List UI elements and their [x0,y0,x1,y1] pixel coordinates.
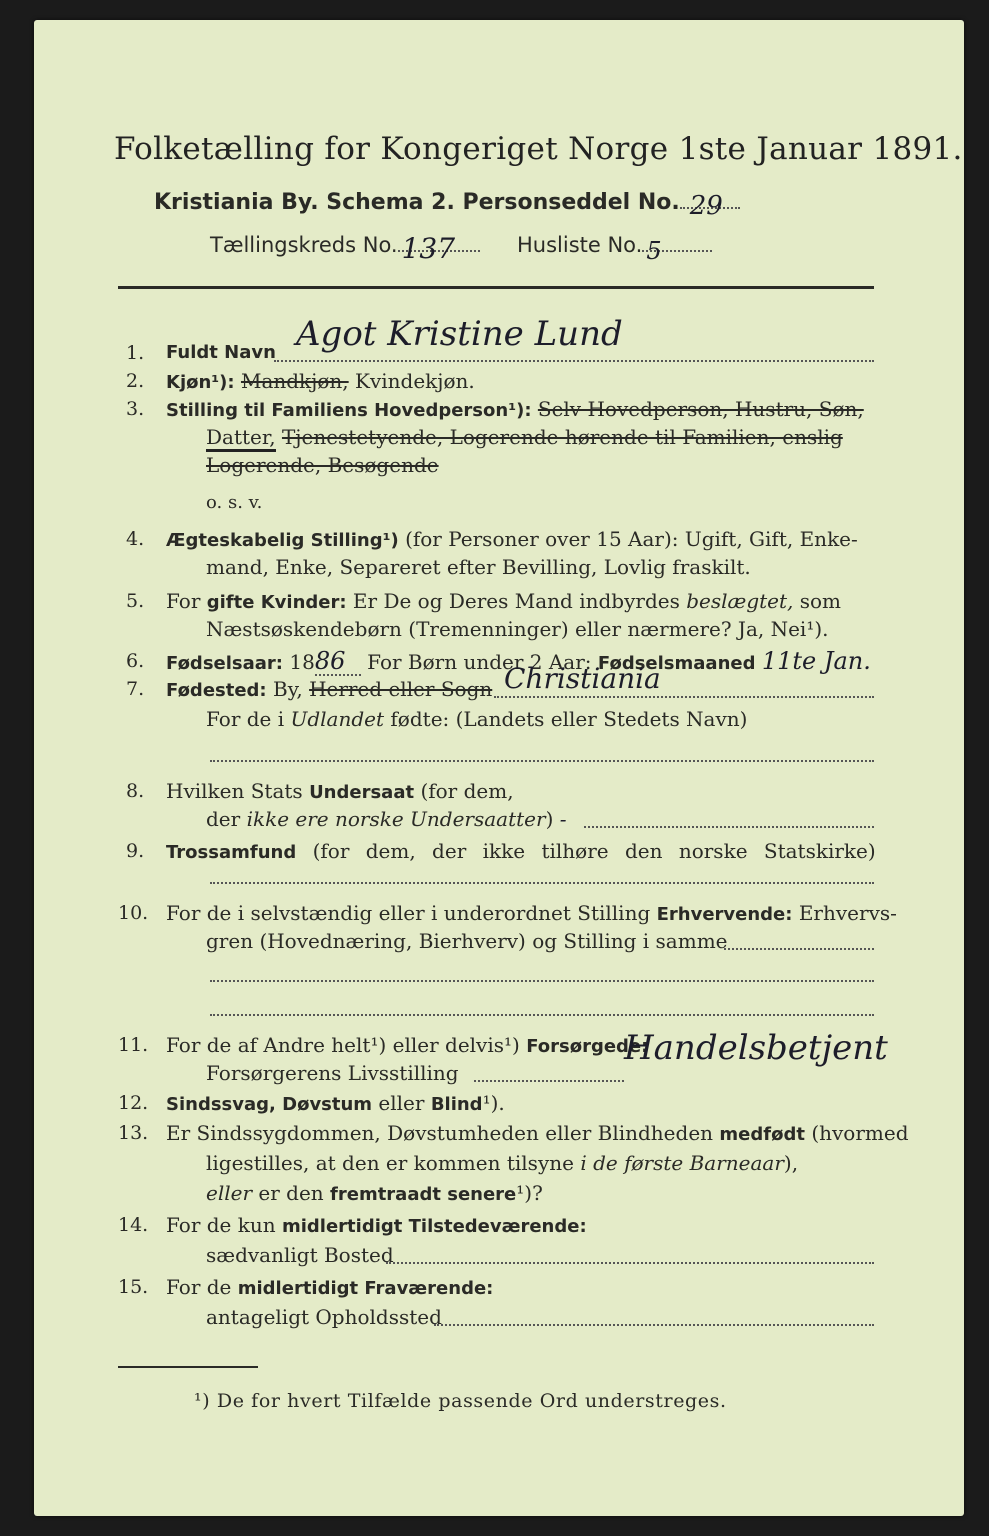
item-13-text-d: ligestilles, at den er kommen tilsyne [206,1151,574,1175]
item-7-line-1 [166,676,492,704]
birthplace-by: By, [273,677,303,701]
item-8-line-2 [206,806,567,832]
item-11-line-1 [166,1032,648,1060]
item-9-number: 9. [126,840,145,862]
subtitle-text: Kristiania By. Schema 2. Personseddel No. [154,190,680,215]
item-8-line-1 [166,778,514,806]
nationality-value: - [559,807,567,831]
item-15-text-2: antageligt Opholdssted [206,1305,442,1329]
item-14-label: midlertidigt Tilstedeværende: [281,1216,587,1237]
item-1-number: 1. [126,342,145,364]
birthplace-herred: Herred eller Sogn [309,677,493,701]
item-10-fill-3 [210,1014,874,1016]
item-12-number: 12. [118,1092,149,1114]
item-13-line-3 [206,1180,543,1208]
item-11-text-a: For de af Andre helt¹) eller delvis¹) [166,1033,520,1057]
birth-year-prefix: 18 [289,650,315,674]
item-5-text-a: Er De og Deres Mand indbyrdes [352,589,680,613]
item-13-label-2: fremtraadt senere [330,1184,517,1205]
item-10-fill-2 [210,980,874,982]
item-11-number: 11. [118,1034,149,1056]
item-3-label: Stilling til Familiens Hovedperson¹): [166,400,532,421]
item-14-text-2: sædvanligt Bosted [206,1243,394,1267]
item-3-number: 3. [126,398,145,420]
item-1-label: Fuldt Navn [166,342,276,363]
footnote: ¹) De for hvert Tilfælde passende Ord understreges. [194,1390,727,1412]
item-8-text-a: Hvilken Stats [166,779,303,803]
item-15-number: 15. [118,1276,149,1298]
kreds-number: 137 [401,232,456,265]
item-6-label: Fødselsaar: [166,653,283,674]
item-6-number: 6. [126,650,145,672]
item-14-text-a: For de kun [166,1213,276,1237]
item-3-line-1 [166,396,864,424]
item-7-number: 7. [126,678,145,700]
item-10-text-2: gren (Hovednæring, Bierhverv) og Stilling i samme [206,929,728,953]
relation-options-b: Tjenestetyende, Logerende hørende til Familien, enslig [281,425,843,449]
item-7-text-a: For de i [206,707,285,731]
kreds-label: Tællingskreds No. [210,233,398,257]
item-5-number: 5. [126,590,145,612]
item-13-text-h: er den [258,1181,324,1205]
item-13-text-e: i de første Barneaar [580,1151,784,1175]
item-8-text-d: der [206,807,241,831]
item-12-sup: ¹). [482,1091,505,1115]
provider-occupation-value: Handelsbetjent [624,1028,888,1068]
item-15-text-a: For de [166,1275,232,1299]
item-13-text-g: eller [206,1181,253,1205]
item-5-text-c: som [799,589,842,613]
item-10-fill-1 [724,948,874,950]
item-11-fill [474,1080,624,1082]
relation-options-a: Selv Hovedperson, Hustru, Søn, [537,397,864,421]
item-14-line-1 [166,1212,587,1240]
form-title: Folketælling for Kongeriget Norge 1ste Januar 1891. [114,131,963,167]
item-8-number: 8. [126,780,145,802]
item-5-text-2: Næstsøskendebørn (Tremenninger) eller nærmere? Ja, Nei¹). [206,617,829,641]
husliste-number: 5 [646,237,662,265]
item-2-line [166,368,475,396]
item-11-text-2: Forsørgerens Livsstilling [206,1061,459,1085]
item-4-label: Ægteskabelig Stilling¹) [166,530,399,551]
item-10-line-1 [166,900,897,928]
item-5-text-b: beslægtet, [686,589,794,613]
item-5-label: gifte Kvinder: [206,592,347,613]
item-3-line-2 [206,424,843,450]
item-14-fill [386,1262,874,1264]
item-4-number: 4. [126,528,145,550]
item-11-label: Forsørgede: [526,1036,649,1057]
item-4-text-2: mand, Enke, Separeret efter Bevilling, Lovlig fraskilt. [206,555,751,579]
form-subtitle [154,190,740,221]
item-7-line-2 [206,706,747,732]
item-10-text-a: For de i selvstændig eller i underordnet Stilling [166,901,651,925]
husliste-label: Husliste No. [516,233,643,257]
item-9-fill [210,882,874,884]
item-8-text-f: ) [545,807,554,831]
item-13-line-2 [206,1150,798,1176]
gender-female-option: Kvindekjøn. [355,369,475,393]
item-13-label: medfødt [719,1124,805,1145]
birthplace-value: Christiania [504,662,661,695]
item-15-line-1 [166,1274,493,1302]
item-8-text-e: ikke ere norske Undersaatter [246,807,546,831]
item-15-fill [434,1324,874,1326]
item-2-label: Kjøn¹): [166,372,235,393]
item-7-text-c: fødte: (Landets eller Stedets Navn) [390,707,748,731]
item-15-label: midlertidigt Fraværende: [237,1278,494,1299]
relation-osv: o. s. v. [206,492,263,513]
item-12-text: eller [378,1091,425,1115]
item-8-label: Undersaat [309,782,415,803]
item-4-text-1: (for Personer over 15 Aar): Ugift, Gift, Enke- [405,527,858,551]
kreds-line [210,232,712,265]
item-9-line [166,838,876,866]
item-9-text: (for dem, der ikke tilhøre den norske Statskirke) [312,839,876,863]
header-rule [118,286,874,289]
item-2-number: 2. [126,370,145,392]
footnote-rule [118,1366,258,1368]
gender-male-option: Mandkjøn, [240,369,349,393]
personseddel-number: 29 [689,191,723,221]
census-form-page [34,20,964,1516]
item-7-fill [494,696,874,698]
item-13-text-a: Er Sindssygdommen, Døvstumheden eller Blindheden [166,1121,714,1145]
relation-options-c: Logerende, Besøgende [206,453,439,477]
relation-datter: Datter, [206,425,276,452]
item-7-fill-2 [210,760,874,762]
birth-month-label: Fødselsmaaned [597,653,756,674]
item-13-line-1 [166,1120,909,1148]
item-1-fill [274,360,874,362]
item-12-line [166,1090,505,1118]
item-5-line-1 [166,588,841,616]
item-7-text-b: Udlandet [290,707,385,731]
birth-year-value: 86 [315,648,361,676]
item-6-mid: For Børn under 2 Aar: [367,650,592,674]
item-12-label-2: Blind [430,1094,483,1115]
item-7-label: Fødested: [166,680,267,701]
item-8-fill [584,826,874,828]
item-12-label: Sindssvag, Døvstum [166,1094,373,1115]
item-5-prefix: For [166,589,201,613]
item-4-line-1 [166,526,858,554]
birth-month-value: 11te Jan. [761,647,871,675]
item-1-full-name: Agot Kristine Lund [296,314,623,354]
item-13-text-f: ), [783,1151,799,1175]
item-10-label: Erhvervende: [656,904,793,925]
item-13-number: 13. [118,1122,149,1144]
item-14-number: 14. [118,1214,149,1236]
item-10-text-c: Erhvervs- [798,901,897,925]
item-8-text-c: (for dem, [420,779,514,803]
item-13-text-i: ¹)? [516,1181,543,1205]
item-9-label: Trossamfund [166,842,297,863]
item-13-text-c: (hvormed [811,1121,909,1145]
item-10-number: 10. [118,902,149,924]
